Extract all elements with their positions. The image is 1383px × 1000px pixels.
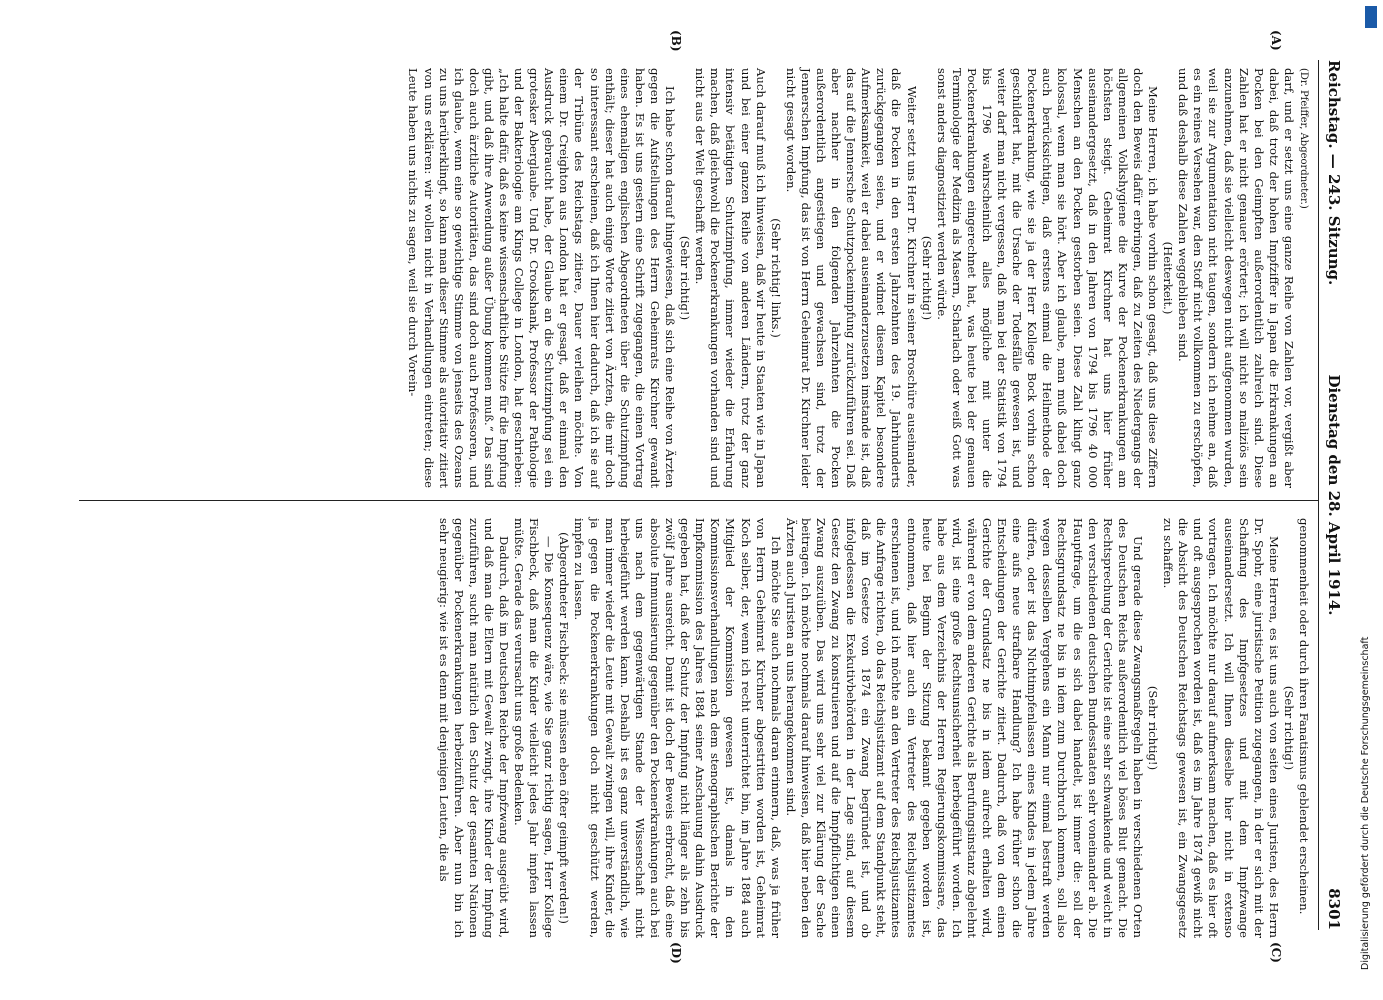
paragraph: Ich möchte Sie auch nochmals daran erinnern, daß, was ja früher von Herrn Geheimrat Kirchner abgestritten worden ist, Geheimrat Koch selber, der, wenn ich recht unterrichtet bin, im Jahre 1884 auch Mitglied der Kommission gewesen ist, damals in den Kommissionsverhandlungen nach dem stenographischen Berichte der Impfkommission des Jahres 1884 seiner Anschauung dahin Ausdruck gegeben hat, daß der Schutz der Impfung nicht länger als zehn bis zwölf Jahre ausreicht. Damit ist doch der Beweis erbracht, daß eine absolute Immunisierung gegenüber den Pockenerkrankungen auch bei uns nach dem gegenwärtigen Stande der Wissenschaft nicht herbeigeführt werden kann. Deshalb ist es ganz unverständlich, wie man immer wieder die Leute mit Gewalt zwingen will, ihre Kinder, die ja gegen die Pockenerkrankungen doch nicht geschützt werden, impfen zu lassen. [572,518,783,938]
paragraph: Dadurch, daß im Deutschen Reiche der Impfzwang ausgeübt wird, und daß man die Eltern mit Gewalt zwingt, ihre Kinder der Impfung zuzuführen, sucht man natürlich den Schutz der gesamten Nationen gegenüber Pockenerkrankungen herbeizuführen. Aber nun bin ich sehr neugierig: wie ist es denn mit denjenigen Leuten, die als [436,518,512,938]
paragraph: Weiter setzt uns Herr Dr. Kirchner in seiner Broschüre auseinander, daß die Pocken in den ersten Jahrzehnten des 19. Jahrhunderts zurückgegangen seien, und er widmet diesem Kapitel besondere Aufmerksamkeit, weil er dabei auseinanderzusetzen imstande ist, daß das auf die Jennersche Schutzpockenimpfung zurückzuführen sei. Daß aber nachher in den folgenden Jahrzehnten die Pocken außerordentlich angestiegen und gewachsen sind, trotz der Jennerschen Impfung, das ist von Herrn Geheimrat Dr. Kirchner leider nicht gesagt worden. [783,68,919,488]
header-left: Reichstag. — 243. Sitzung. [1325,60,1343,286]
paragraph: Meine Herren, ich habe vorhin schon gesagt, daß uns diese Ziffern doch den Beweis dafür erbringen, daß zu Zeiten des Niedergangs der allgemeinen Volkshygiene die Kurve der Pockenerkrankungen am höchsten steigt. Geheimrat Kirchner hat uns hier früher auseinandergesetzt, daß in den Jahren von 1794 bis 1796 40 000 Menschen an den Pocken gestorben seien. Diese Zahl klingt ganz kolossal, wenn man sie hört. Aber ich glaube, man muß dabei doch auch berücksichtigen, daß erstens einmal die Heilmethode der Pockenerkrankung, wie sie ja der Herr Kollege Bock vorhin schon geschildert hat, mit die Ursache der Todesfälle gewesen ist, und weiter darf man nicht vergessen, daß man bei der Statistik von 1794 bis 1796 wahrscheinlich alles mögliche mit unter die Pockenerkrankungen eingerechnet hat, was heute bei der genauen Terminologie der Medizin als Masern, Scharlach oder weiß Gott was sonst anders diagnostiziert werden würde. [934,68,1161,488]
paragraph: (Dr. Pfeiffer, Abgeordneter.) [1298,68,1309,209]
dfg-logo [1365,6,1377,28]
margin-marker-b: (B) [669,30,683,52]
digitization-note: Digitalisierung gefördert durch die Deutsche Forschungsgemeinschaft [1360,636,1371,970]
interjection: (Sehr richtig!) [1146,685,1161,771]
header-rule [1318,60,1319,930]
paragraph: Ich habe schon darauf hingewiesen, daß sich eine Reihe von Ärzten gegen die Aufstellungen des Herrn Geheimrats Kirchner gewandt haben. Es ist uns gestern eine Schrift zugegangen, die einen Vortrag eines ehemaligen englischen Abgeordneten über die Schutzimpfung enthält; dieser hat auch einige Worte zitiert von Ärzten, die mir doch so interessant erscheinen, daß ich Ihnen hier dadurch, daß ich sie auf der Tribüne des Reichstags zitiere, Dauer verleihen möchte. Von einem Dr. Creighton aus London hat er gesagt, daß er einmal den Ausdruck gebraucht habe, der Glaube an die Schutzimpfung sei ein grotesker Aberglaube. Und Dr. Crookshank, Professor der Pathologie und der Bakteriologie am Kings College in London, hat geschrieben: „Ich halte dafür, daß es keine wissenschaftliche Stütze für die Impfung gibt, und daß ihre Anwendung außer Übung kommen muß.“ Das sind doch auch ärztliche Autoritäten, das sind doch auch Professoren, und ich glaube, wenn eine so gewichtige Stimme von jenseits des Ozeans zu uns herüberklingt, so kann man dieser Stimme als autoritativ zitiert von uns erklären: wir wollen nicht in Verhandlungen eintreten; diese Leute haben uns nichts zu sagen, weil sie durch Vorein- [406,68,678,488]
paragraph: Meine Herren, es ist uns auch von seiten eines Juristen, des Herrn Dr. Spohr, eine juristische Petition zugegangen, in der er sich mit der Schaffung des Impfgesetzes und mit dem Impfzwange auseinandersetzt. Ich will Ihnen dieselbe hier nicht in extenso vortragen. Ich möchte nur darauf aufmerksam machen, daß es hier oft und oft ausgesprochen worden ist, daß es im Jahre 1874 gewiß nicht die Absicht des Deutschen Reichstags gewesen ist, ein Zwangsgesetz zu schaffen. [1161,518,1281,938]
right-column [436,518,1311,938]
interjection: (Sehr richtig! links.) [768,218,783,338]
interjection: (Sehr richtig!) [919,235,934,321]
left-column [405,68,1311,488]
interjection: (Heiterkeit.) [1161,241,1176,315]
margin-marker-a: (A) [1269,30,1283,51]
paragraph: Auch darauf muß ich hinweisen, daß wir heute in Staaten wie in Japan und bei einer ganzen Reihe von anderen Ländern, trotz der ganz intensiv betätigten Schutzimpfung, immer wieder die Erfahrung machen, daß gleichwohl die Pockenerkrankungen vorhanden sind und nicht aus der Welt geschafft werden. [693,68,768,488]
header-center: Dienstag den 28. April 1914. [1325,374,1343,616]
page-header [1321,60,1343,930]
margin-marker-c: (C) [1269,942,1283,963]
column-divider [79,500,1319,501]
paragraph: Und gerade diese Zwangsmaßregeln haben in verschiedenen Orten des Deutschen Reichs außerordentlich viel böses Blut gemacht. Die Rechtsprechung der Gerichte ist eine sehr schwankende und weicht in den verschiedenen deutschen Bundesstaaten sehr voneinander ab. Die Hauptfrage, um die es sich dabei handelt, ist immer die: soll der Rechtsgrundsatz ne bis in idem zum Durchbruch kommen, soll also wegen desselben Vergehens ein Mann nur einmal bestraft werden dürfen, oder ist das Nichtimpfenlassen eines Kindes in jedem Jahre eine aufs neue strafbare Handlung? Ich habe früher schon die Entscheidungen der Gerichte zitiert. Dadurch, daß von dem einen Gerichte der Grundsatz ne bis in idem aufrecht erhalten wird, während er von dem anderen Gerichte als Berufungsinstanz abgelehnt wird, ist eine große Rechtsunsicherheit herbeigeführt worden. Ich habe aus dem Verzeichnis der Herren Regierungskommissare, das heute bei Beginn der Sitzung bekannt gegeben worden ist, entnommen, daß hier auch ein Vertreter des Reichsjustizamtes erschienen ist, und ich möchte an den Vertreter des Reichsjustizamtes die Anfrage richten, ob das Reichsjustizamt auf dem Standpunkt steht, daß im Gesetze von 1874 ein Zwang begründet ist, und ob infolgedessen die Exekutivbehörden in der Lage sind, auf diesem Gesetz den Zwang zu konstruieren und auf die Impfpflichtigen einen Zwang auszuüben. Das wird uns sehr viel zur Klärung der Sache beitragen. Ich möchte nochmals darauf hinweisen, daß hier neben den Ärzten auch Juristen an uns herangekommen sind. [783,518,1145,938]
interjection: (Abgeordneter Fischbeck: sie müssen eben öfter geimpft werden!) [557,532,572,924]
interjection: (Sehr richtig!) [678,235,693,321]
paragraph: — Die Konsequenz wäre, wie Sie ganz richtig sagen, Herr Kollege Fischbeck, daß man die Kinder vielleicht jedes Jahr impfen lassen müßte. Gerade das verursacht uns große Bedenken. [512,518,557,938]
page-number: 8301 [1325,888,1343,930]
paragraph: genommenheit oder durch ihren Fanatismus geblendet erscheinen. [1297,518,1311,915]
interjection: (Sehr richtig!) [1281,685,1296,771]
margin-marker-d: (D) [669,942,683,964]
paragraph: darf, und er setzt uns eine ganze Reihe von Zahlen vor, vergißt aber dabei, daß trotz der hohen Impfziffer in Japan die Erkrankungen an Pocken bei den Geimpften außerordentlich zahlreich sind. Diese Zahlen hat er nicht genauer erörtert; ich will nicht so maliziös sein anzunehmen, daß sie vielleicht deswegen nicht aufgenommen wurden, weil sie zur Argumentation nicht taugen, sondern ich nehme an, daß es ein reines Versehen war, den Stoff nicht vollkommen zu erschöpfen, und daß deshalb diese Zahlen weggeblieben sind. [1176,68,1296,488]
